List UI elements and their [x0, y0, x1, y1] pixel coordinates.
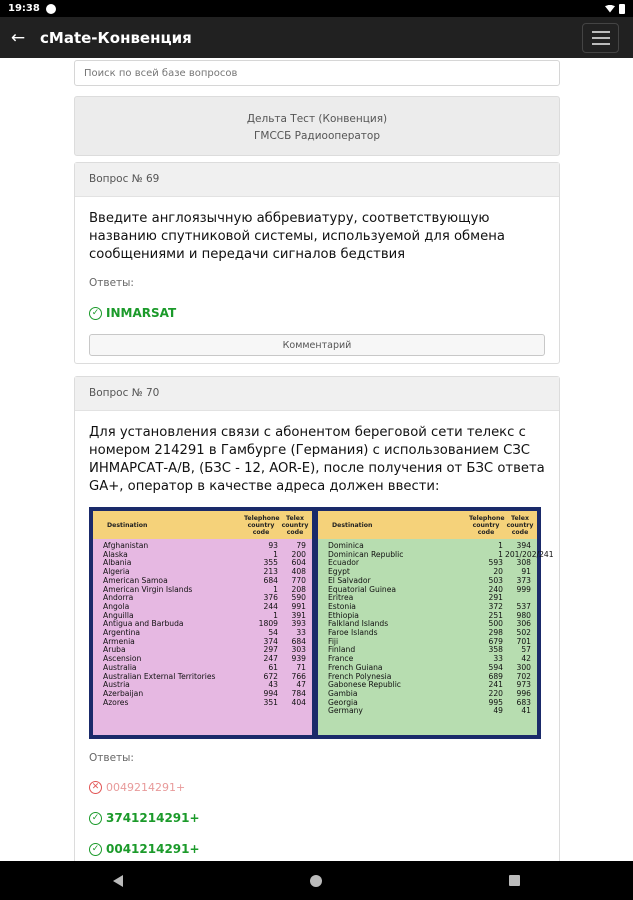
country-code-table-image [89, 507, 554, 739]
test-banner [74, 96, 560, 156]
back-arrow-icon[interactable]: ← [10, 27, 26, 48]
table-row: Gabonese Republic 241 973 [328, 680, 531, 690]
table-row: Azores 351 404 [103, 697, 306, 707]
question-card-69 [74, 162, 560, 364]
table-row: Antigua and Barbuda 1809 393 [103, 619, 306, 629]
comment-button[interactable]: Комментарий [89, 334, 545, 356]
status-bar [0, 0, 633, 17]
table-row: Argentina 54 33 [103, 628, 306, 638]
nav-home-icon[interactable] [310, 875, 322, 887]
table-row: Georgia 995 683 [328, 697, 531, 707]
check-circle-icon: ✓ [89, 812, 102, 825]
table-row: Ethiopia 251 980 [328, 610, 531, 620]
check-circle-icon: ✓ [89, 843, 102, 856]
question-card-70 [74, 376, 560, 876]
table-row: Fiji 679 701 [328, 636, 531, 646]
nav-back-icon[interactable] [113, 875, 123, 887]
table-row: Dominican Republic 1 201/202/241 [328, 549, 554, 559]
battery-icon [619, 4, 625, 14]
table-row: Gambia 220 996 [328, 688, 531, 698]
table-row: Algeria 213 408 [103, 567, 306, 577]
status-time: 19:38 [8, 3, 40, 14]
app-bar [0, 17, 633, 58]
wifi-icon [605, 5, 615, 13]
table-row: Dominica 1 394 [328, 541, 531, 550]
table-row: Eritrea 291 [328, 593, 503, 603]
table-row: Albania 355 604 [103, 558, 306, 568]
table-left-panel [93, 511, 312, 735]
google-icon [46, 4, 56, 14]
table-row: Australian External Territories 672 766 [103, 671, 306, 681]
question-number: Вопрос № 70 [75, 377, 559, 411]
table-row: Finland 358 57 [328, 645, 531, 655]
answer-text: 0041214291+ [106, 842, 200, 856]
table-row: Armenia 374 684 [103, 636, 306, 646]
table-row: French Guiana 594 300 [328, 662, 531, 672]
table-row: Austria 43 47 [103, 680, 306, 690]
table-row: American Samoa 684 770 [103, 575, 306, 585]
app-title: cMate-Конвенция [40, 28, 192, 47]
answer-correct [89, 811, 545, 825]
nav-recents-icon[interactable] [509, 875, 520, 886]
table-left-body [93, 539, 312, 735]
table-row: Ascension 247 939 [103, 654, 306, 664]
table-row: Falkland Islands 500 306 [328, 619, 531, 629]
search-input[interactable] [74, 60, 560, 86]
table-header: Destination Telephone country code Telex country code [318, 511, 537, 539]
table-row: French Polynesia 689 702 [328, 671, 531, 681]
table-row: El Salvador 503 373 [328, 575, 531, 585]
table-row: France 33 42 [328, 654, 531, 664]
answer-wrong [89, 781, 545, 794]
question-text: Для установления связи с абонентом береговой сети телекс с номером 214291 в Гамбурге (Германия) с использованием СЗС ИНМАРСАТ-A/B, (БЗС - 12, AOR-E), после получения от БЗС ответа GA+, оператор в качестве адреса должен ввести: [89, 425, 545, 494]
question-number: Вопрос № 69 [75, 163, 559, 197]
answer-correct [89, 842, 545, 856]
answer-text: 3741214291+ [106, 811, 200, 825]
table-row: Alaska 1 200 [103, 549, 306, 559]
answer-correct [89, 306, 545, 320]
x-circle-icon: ✕ [89, 781, 102, 794]
answers-label: Ответы: [89, 752, 134, 764]
table-row: Angola 244 991 [103, 601, 306, 611]
answer-text: INMARSAT [106, 306, 177, 320]
hamburger-menu-button[interactable] [582, 23, 619, 53]
table-row: Australia 61 71 [103, 662, 306, 672]
content-area[interactable] [0, 58, 633, 861]
table-row: Anguilla 1 391 [103, 610, 306, 620]
banner-line2: ГМССБ Радиооператор [254, 130, 380, 142]
check-circle-icon: ✓ [89, 307, 102, 320]
table-row: Afghanistan 93 79 [103, 541, 306, 550]
table-row: Faroe Islands 298 502 [328, 628, 531, 638]
table-row: Equatorial Guinea 240 999 [328, 584, 531, 594]
table-row: Aruba 297 303 [103, 645, 306, 655]
table-row: Egypt 20 91 [328, 567, 531, 577]
table-right-panel [318, 511, 554, 735]
answer-text: 0049214291+ [106, 781, 186, 794]
question-text: Введите англоязычную аббревиатуру, соответствующую названию спутниковой системы, используемой для обмена сообщениями и передачи сигналов бедствия [89, 211, 505, 262]
banner-line1: Дельта Тест (Конвенция) [246, 113, 388, 125]
table-right-body [318, 539, 554, 735]
android-nav-bar [0, 861, 633, 900]
table-row: Andorra 376 590 [103, 593, 306, 603]
table-row: Germany 49 41 [328, 706, 531, 716]
table-header: Destination Telephone country code Telex country code [93, 511, 312, 539]
table-row: Estonia 372 537 [328, 601, 531, 611]
table-row: Azerbaijan 994 784 [103, 688, 306, 698]
table-row: American Virgin Islands 1 208 [103, 584, 306, 594]
answers-label: Ответы: [89, 277, 134, 289]
table-row: Ecuador 593 308 [328, 558, 531, 568]
